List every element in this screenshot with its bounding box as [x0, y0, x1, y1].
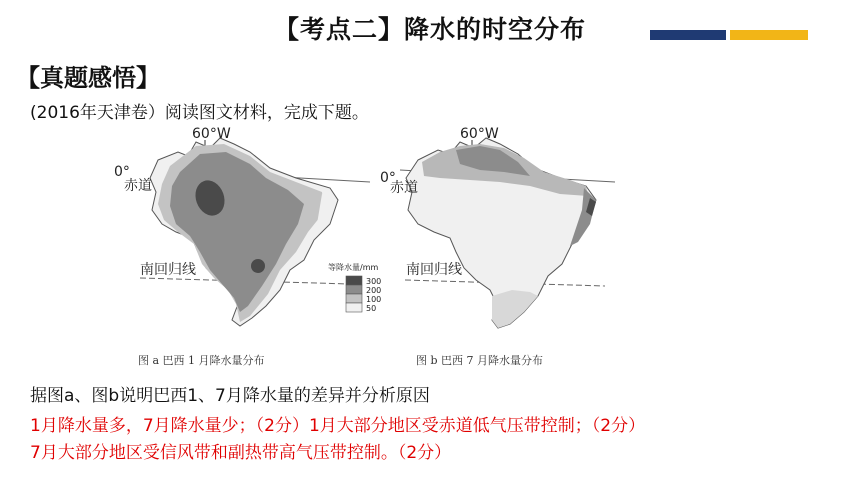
map-a-longitude-label: 60°W: [192, 126, 231, 142]
answer-line-1: 1月降水量多，7月降水量少；（2分）1月大部分地区受赤道低气压带控制；（2分）: [30, 416, 646, 436]
map-a-caption: 图 a 巴西 1 月降水量分布: [138, 354, 265, 367]
answer-line-2: 7月大部分地区受信风带和副热带高气压带控制。（2分）: [30, 443, 452, 463]
source-line: (2016年天津卷）阅读图文材料，完成下题。: [30, 103, 369, 123]
question-text: 据图a、图b说明巴西1、7月降水量的差异并分析原因: [30, 386, 430, 406]
brazil-precipitation-maps: [100, 120, 620, 375]
map-b-longitude-label: 60°W: [460, 126, 499, 142]
map-a: [114, 126, 370, 367]
legend-item-50: 50: [366, 304, 377, 313]
map-b-zero-label: 0°: [380, 170, 396, 186]
map-a-tropic-label: 南回归线: [140, 262, 196, 278]
answer-text: [30, 413, 850, 467]
legend-item-100: 100: [366, 295, 382, 304]
legend-title: 等降水量/mm: [328, 263, 379, 272]
legend-item-300: 300: [366, 277, 382, 286]
map-a-zero-label: 0°: [114, 164, 130, 180]
map-a-equator-label: 赤道: [124, 178, 152, 194]
page-title: 【考点二】降水的时空分布: [273, 15, 586, 44]
precipitation-legend: [328, 262, 381, 313]
accent-bar-blue: [650, 30, 726, 40]
map-b-tropic-label: 南回归线: [406, 262, 462, 278]
map-b-equator-label: 赤道: [390, 180, 418, 196]
map-b-caption: 图 b 巴西 7 月降水量分布: [416, 354, 544, 367]
accent-bar-gold: [730, 30, 808, 40]
map-b: [380, 126, 615, 367]
legend-item-200: 200: [366, 286, 382, 295]
section-heading: 【真题感悟】: [16, 64, 160, 92]
